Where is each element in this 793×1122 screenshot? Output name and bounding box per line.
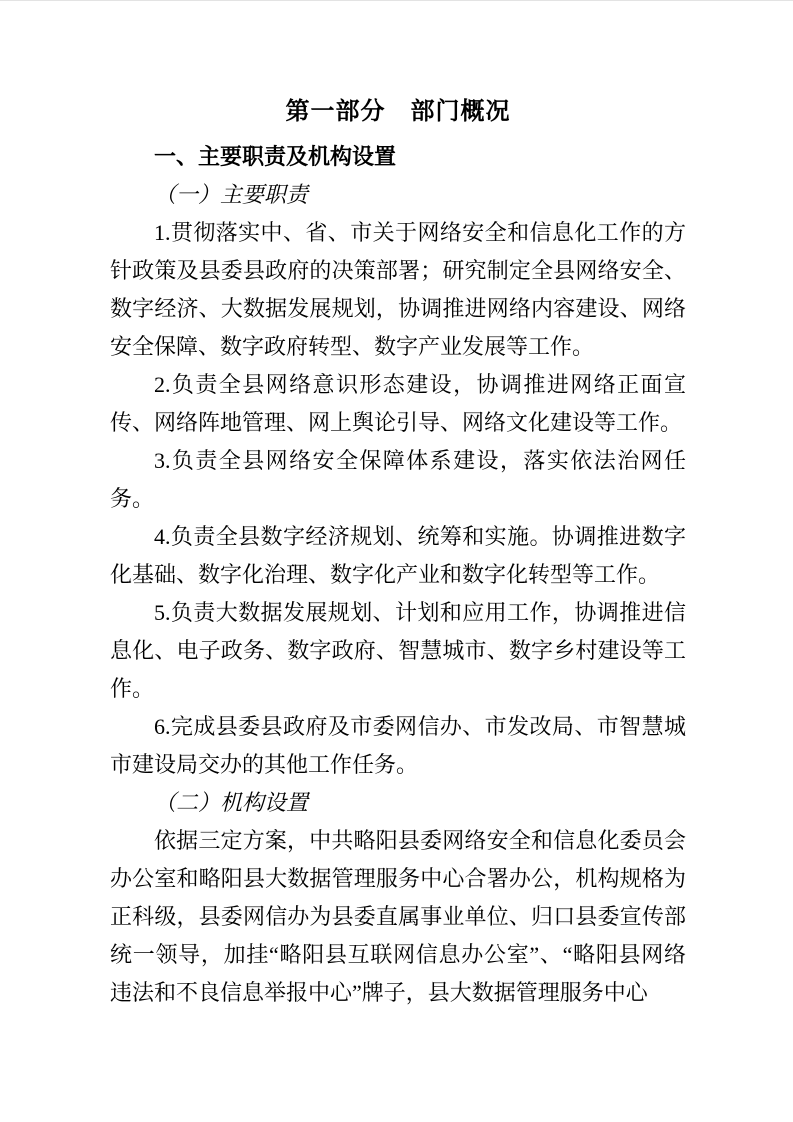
page-top-edge bbox=[0, 0, 793, 1]
document-title: 第一部分 部门概况 bbox=[285, 99, 511, 125]
org-structure-paragraph: 依据三定方案，中共略阳县委网络安全和信息化委员会办公室和略阳县大数据管理服务中心合署办公，机构规格为正科级，县委网信办为县委直属事业单位、归口县委宣传部统一领导，加挂“略阳县互联网信息办公室”、“略阳县网络违法和不良信息举报中心”牌子，县大数据管理服务中心 bbox=[110, 828, 686, 1005]
document-content bbox=[110, 86, 686, 1012]
duty-paragraph-1: 1.贯彻落实中、省、市关于网络安全和信息化工作的方针政策及县委县政府的决策部署；研究制定全县网络安全、数字经济、大数据发展规划，协调推进网络内容建设、网络安全保障、数字政府转型、数字产业发展等工作。 bbox=[110, 220, 686, 359]
section-heading-duties-and-structure: 一、主要职责及机构设置 bbox=[154, 144, 397, 169]
duty-paragraph-2: 2.负责全县网络意识形态建设，协调推进网络正面宣传、网络阵地管理、网上舆论引导、网络文化建设等工作。 bbox=[110, 372, 686, 435]
duty-paragraph-5: 5.负责大数据发展规划、计划和应用工作，协调推进信息化、电子政务、数字政府、智慧城市、数字乡村建设等工作。 bbox=[110, 600, 686, 701]
duty-paragraph-4: 4.负责全县数字经济规划、统筹和实施。协调推进数字化基础、数字化治理、数字化产业和数字化转型等工作。 bbox=[110, 524, 686, 587]
subsection-heading-org-structure: （二）机构设置 bbox=[154, 790, 309, 815]
subsection-heading-main-duties: （一）主要职责 bbox=[154, 182, 309, 207]
duty-paragraph-6: 6.完成县委县政府及市委网信办、市发改局、市智慧城市建设局交办的其他工作任务。 bbox=[110, 714, 686, 777]
duty-paragraph-3: 3.负责全县网络安全保障体系建设，落实依法治网任务。 bbox=[110, 448, 686, 511]
